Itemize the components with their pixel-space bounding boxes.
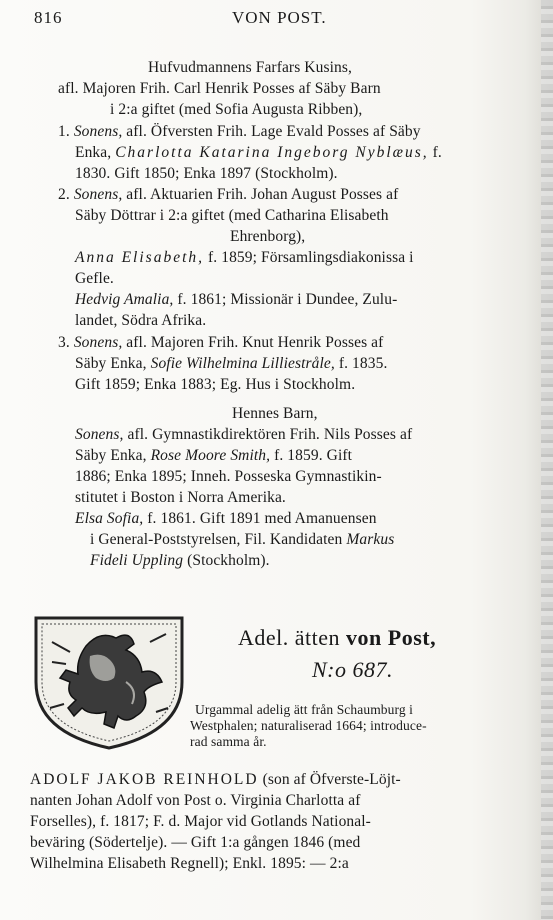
person-name: Anna Elisabeth, — [75, 249, 205, 266]
section-heading: Hennes Barn, — [232, 405, 318, 422]
text-span: f. — [432, 144, 442, 161]
text-line: Säby Döttrar i 2:a giftet (med Catharina Elisabeth — [75, 207, 389, 224]
text-span: afl. Gymnastikdirektören Frih. Nils Posses af — [127, 426, 413, 443]
text-line — [75, 143, 442, 163]
person-name: ADOLF JAKOB REINHOLD — [30, 771, 259, 788]
text-line: Ehrenborg), — [230, 228, 306, 245]
text-span: i General-Poststyrelsen, Fil. Kandidaten — [90, 531, 343, 548]
italic-text: Sonens, — [73, 334, 123, 351]
text-line — [90, 530, 394, 550]
text-span: f. 1859; Församlingsdiakonissa i — [208, 249, 414, 266]
text-line — [75, 248, 414, 268]
person-name: Fideli Uppling — [90, 552, 184, 569]
text-span: Säby Enka, — [75, 447, 147, 464]
text-line — [75, 290, 397, 310]
text-line — [75, 354, 387, 374]
text-span: (son af Öfverste-Löjt- — [262, 771, 401, 788]
text-line: stitutet i Boston i Norra Amerika. — [75, 489, 286, 506]
text-line — [90, 551, 270, 571]
page-title: VON POST. — [232, 8, 327, 27]
entry-line: Wilhelmina Elisabeth Regnell); Enkl. 1895: — 2:a — [30, 855, 349, 872]
text-line: Hufvudmannens Farfars Kusins, — [148, 59, 352, 76]
italic-text: Sonens, — [73, 186, 123, 203]
person-name: Charlotta Katarina Ingeborg Nyblæus, — [115, 144, 429, 161]
item-number: 1. — [58, 123, 70, 140]
text-line — [58, 333, 383, 353]
text-span: f. 1861; Missionär i Dundee, Zulu- — [177, 291, 398, 308]
person-name: Sofie Wilhelmina Lilliestråle, — [150, 355, 335, 372]
family-description: Westphalen; naturaliserad 1664; introduce- — [190, 718, 427, 733]
text-line — [75, 446, 352, 466]
entry-line: nanten Johan Adolf von Post o. Virginia Charlotta af — [30, 792, 361, 809]
entry-line: Forselles), f. 1817; F. d. Major vid Gotlands National- — [30, 813, 371, 830]
text-span: f. 1859. Gift — [274, 447, 353, 464]
family-title-prefix: Adel. ätten — [238, 625, 341, 650]
family-description: rad samma år. — [190, 734, 267, 749]
family-title — [238, 625, 437, 650]
family-number: N:o 687. — [312, 657, 393, 682]
person-name: Rose Moore Smith, — [150, 447, 271, 464]
item-number: 3. — [58, 334, 70, 351]
text-line: i 2:a giftet (med Sofia Augusta Ribben), — [110, 101, 363, 118]
text-line: Gefle. — [75, 270, 114, 287]
text-line — [58, 185, 398, 205]
text-line — [75, 425, 412, 445]
entry-line: beväring (Södertelje). — Gift 1:a gången 1846 (med — [30, 834, 361, 851]
item-number: 2. — [58, 186, 70, 203]
text-span: f. 1861. Gift 1891 med Amanuensen — [147, 510, 377, 527]
person-name: Markus — [346, 531, 395, 548]
family-title-name: von Post, — [346, 625, 437, 650]
text-line: Gift 1859; Enka 1883; Eg. Hus i Stockholm. — [75, 376, 356, 393]
italic-text: Sonens, — [75, 426, 124, 443]
text-span: (Stockholm). — [187, 552, 270, 569]
text-span: Enka, — [75, 144, 112, 161]
text-span: afl. Aktuarien Frih. Johan August Posses af — [126, 186, 399, 203]
person-name: Elsa Sofia, — [75, 510, 144, 527]
page-number: 816 — [34, 8, 63, 27]
text-line: afl. Majoren Frih. Carl Henrik Posses af Säby Barn — [58, 80, 381, 97]
text-span: afl. Majoren Frih. Knut Henrik Posses af — [126, 334, 384, 351]
text-line — [58, 122, 421, 142]
family-description: Urgammal adelig ätt från Schaumburg i — [195, 702, 414, 717]
italic-text: Sonens, — [73, 123, 123, 140]
entry-line — [30, 770, 401, 790]
text-span: afl. Öfversten Frih. Lage Evald Posses af Säby — [126, 123, 421, 140]
text-line — [75, 509, 377, 529]
person-name: Hedvig Amalia, — [75, 291, 174, 308]
text-line: 1886; Enka 1895; Inneh. Posseska Gymnastikin- — [75, 468, 382, 485]
text-span: Säby Enka, — [75, 355, 147, 372]
page-edge — [541, 0, 553, 920]
text-line: 1830. Gift 1850; Enka 1897 (Stockholm). — [75, 165, 338, 182]
griffin-coat-of-arms-icon — [30, 612, 188, 752]
text-line: landet, Södra Afrika. — [75, 312, 207, 329]
text-span: f. 1835. — [338, 355, 388, 372]
